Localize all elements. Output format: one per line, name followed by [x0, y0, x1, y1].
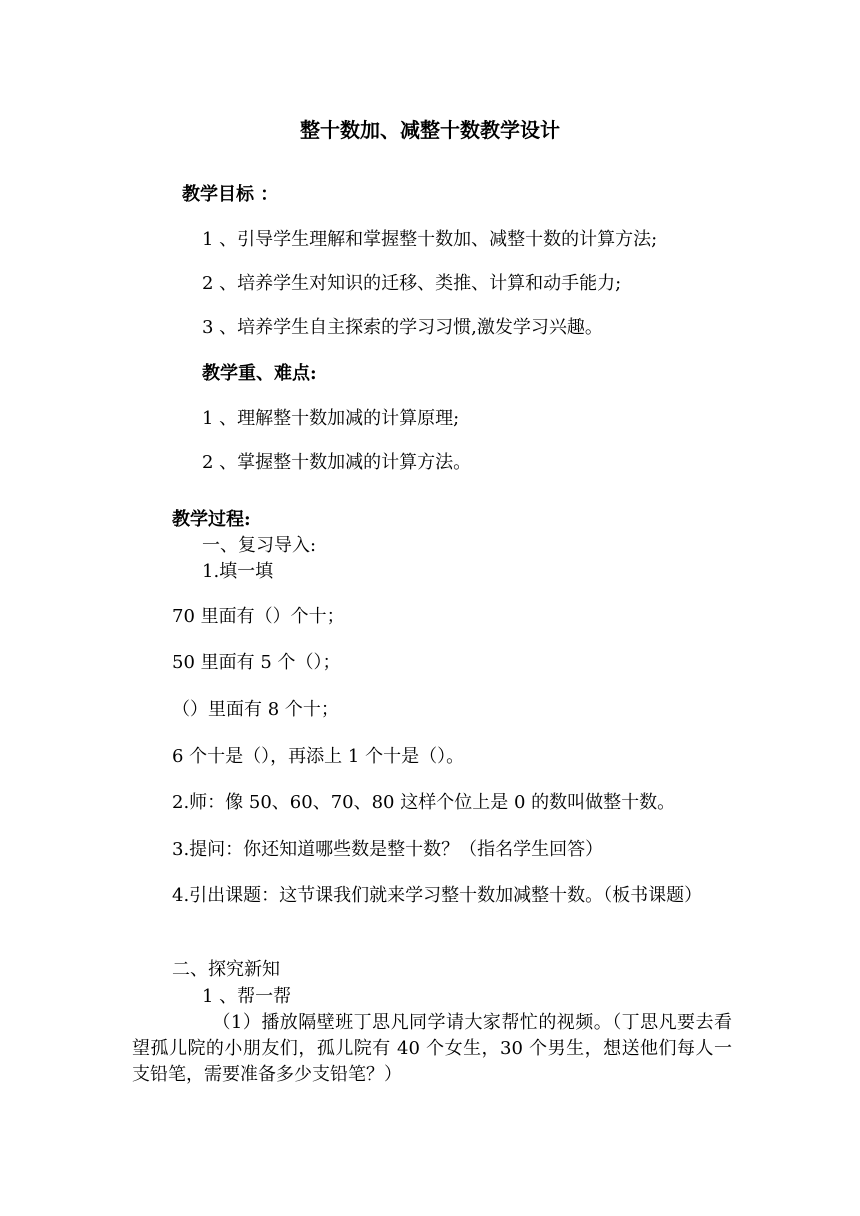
- goal-item: 2 、培养学生对知识的迁移、类推、计算和动手能力;: [202, 273, 622, 294]
- fill-item: 70 里面有（）个十；: [172, 606, 345, 627]
- section-heading: 二、探究新知: [172, 959, 280, 980]
- goals-heading: 教学目标 ：: [182, 184, 279, 205]
- item-label: 1.填一填: [202, 561, 274, 582]
- question-line: 3.提问：你还知道哪些数是整十数？（指名学生回答）: [172, 839, 604, 860]
- document-title: 整十数加、减整十数教学设计: [300, 118, 560, 142]
- fill-item: 50 里面有 5 个（）；: [172, 652, 341, 673]
- topic-text: 4.引出课题：这节课我们就来学习整十数加减整十数。（板书课题）: [172, 885, 703, 906]
- teacher-line: 2.师：像 50、60、70、80 这样个位上是 0 的数叫做整十数。: [172, 792, 676, 813]
- key-point-item: 1 、理解整十数加减的计算原理;: [202, 408, 460, 429]
- key-point-item: 2 、掌握整十数加减的计算方法。: [202, 452, 472, 473]
- video-paragraph: [132, 1010, 732, 1088]
- section-heading: 一、复习导入:: [202, 535, 317, 556]
- process-heading: 教学过程:: [172, 509, 251, 530]
- goal-item: 3 、培养学生自主探索的学习习惯,激发学习兴趣。: [202, 317, 603, 338]
- video-text: （1）播放隔壁班丁思凡同学请大家帮忙的视频。（丁思凡要去看望孤儿院的小朋友们，孤儿院有 40 个女生，30 个男生，想送他们每人一支铅笔，需要准备多少支铅笔？）: [132, 1012, 732, 1085]
- goal-item: 1 、引导学生理解和掌握整十数加、减整十数的计算方法;: [202, 229, 658, 250]
- sub-heading: 1 、帮一帮: [202, 986, 292, 1007]
- fill-item: 6 个十是（），再添上 1 个十是（）。: [172, 746, 465, 767]
- fill-item: （）里面有 8 个十；: [172, 699, 339, 720]
- topic-paragraph: [132, 883, 732, 909]
- key-points-heading: 教学重、难点:: [202, 363, 317, 384]
